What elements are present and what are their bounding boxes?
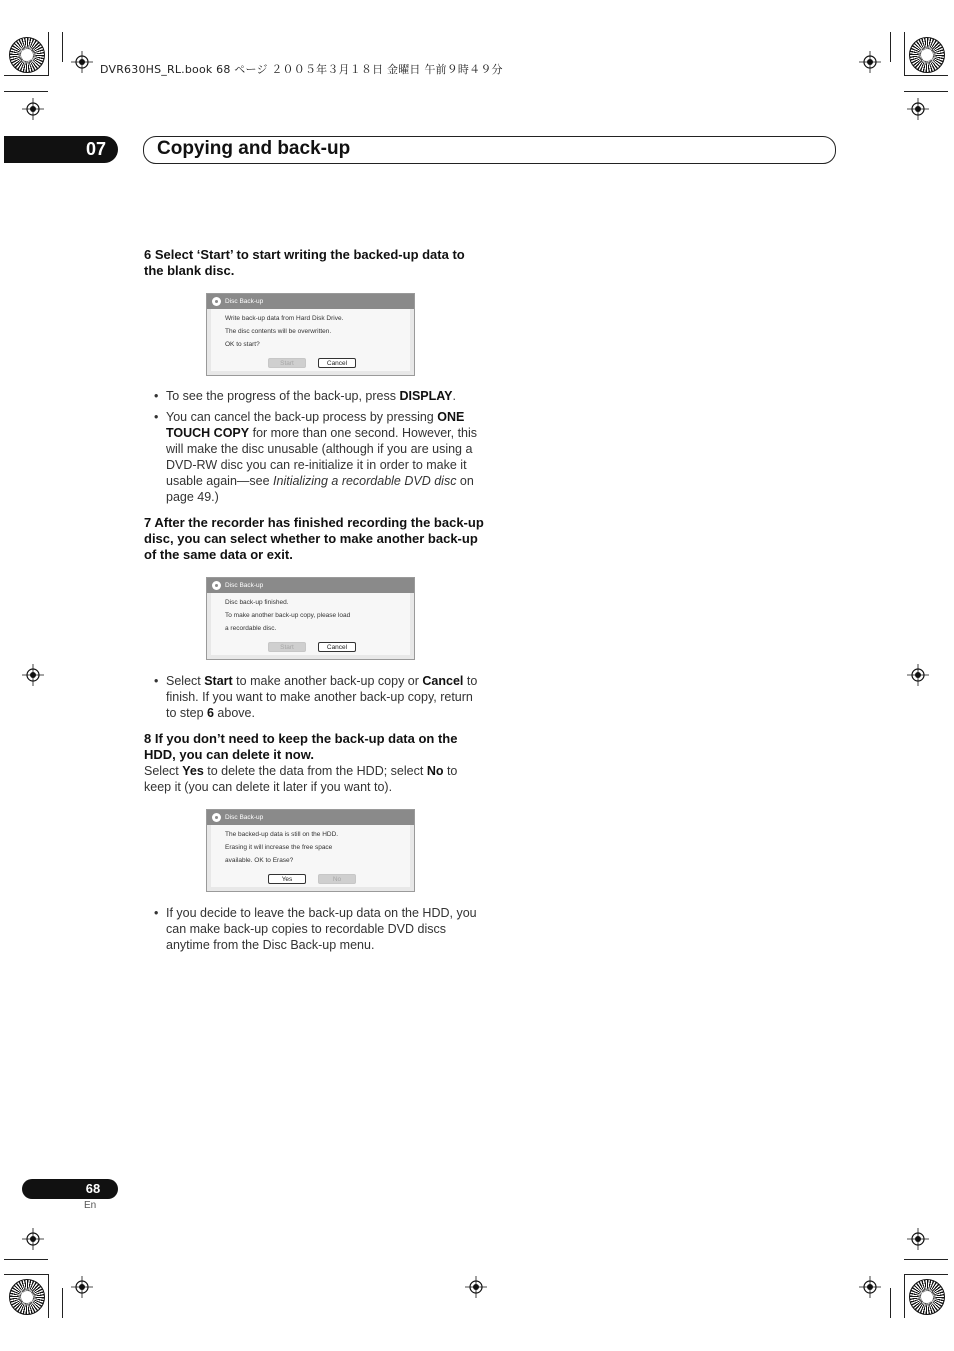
start-button[interactable]: Start (268, 358, 306, 368)
start-button[interactable]: Start (268, 642, 306, 652)
crosshair-icon (22, 1228, 44, 1250)
dialog-title: Disc Back-up (225, 298, 264, 305)
crosshair-icon (907, 98, 929, 120)
crosshair-icon (907, 1228, 929, 1250)
chapter-title: Copying and back-up (157, 138, 351, 159)
disc-backup-dialog-start (206, 293, 415, 376)
cancel-button[interactable]: Cancel (318, 358, 356, 368)
disc-icon (212, 581, 221, 590)
chapter-number: 07 (85, 139, 107, 159)
bullet-cancel: • You can cancel the back-up process by pressing ONE TOUCH COPY for more than one second. However, this will make the disc unusable (although if you are using a DVD-RW disc you can re-initialize it in order to make it usable again—see Initializing a recordable DVD disc on page 49.) (154, 410, 478, 504)
dialog-line: a recordable disc. (225, 625, 277, 632)
crosshair-icon (859, 51, 881, 73)
dialog-line: To make another back-up copy, please load (225, 612, 351, 619)
crosshair-icon (71, 51, 93, 73)
dialog-line: The disc contents will be overwritten. (225, 328, 332, 335)
crosshair-icon (907, 664, 929, 686)
step-6-heading: 6 Select ‘Start’ to start writing the backed-up data to the blank disc. (144, 247, 465, 278)
print-file-info: DVR630HS_RL.book 68 ページ ２００５年３月１８日 金曜日 午前９時４９分 (100, 63, 503, 76)
page-number: 68 (85, 1181, 101, 1196)
registration-wheel-icon (9, 1279, 45, 1315)
registration-wheel-icon (9, 37, 45, 73)
disc-backup-dialog-finished (206, 577, 415, 660)
dialog-line: The backed-up data is still on the HDD. (225, 831, 339, 838)
no-button[interactable]: No (318, 874, 356, 884)
disc-backup-dialog-erase (206, 809, 415, 892)
crosshair-icon (22, 98, 44, 120)
step-7-heading: 7 After the recorder has finished recording the back-up disc, you can select whether to make another back-up of the same data or exit. (144, 515, 484, 562)
dialog-line: Erasing it will increase the free space (225, 844, 333, 851)
registration-wheel-icon (909, 1279, 945, 1315)
disc-icon (212, 297, 221, 306)
disc-icon (212, 813, 221, 822)
registration-wheel-icon (909, 37, 945, 73)
page-language: En (84, 1200, 97, 1211)
dialog-line: available. OK to Erase? (225, 857, 294, 864)
dialog-title: Disc Back-up (225, 814, 264, 821)
step-8-heading: 8 If you don’t need to keep the back-up data on the HDD, you can delete it now. (144, 731, 458, 762)
dialog-line: Disc back-up finished. (225, 599, 289, 606)
dialog-title: Disc Back-up (225, 582, 264, 589)
dialog-line: OK to start? (225, 341, 260, 348)
bullet-start-or-cancel: • Select Start to make another back-up copy or Cancel to finish. If you want to make another back-up copy, return to step 6 above. (154, 674, 478, 720)
crosshair-icon (859, 1276, 881, 1298)
yes-button[interactable]: Yes (268, 874, 306, 884)
bullet-progress: • To see the progress of the back-up, press DISPLAY. (154, 389, 456, 403)
cancel-button[interactable]: Cancel (318, 642, 356, 652)
dialog-line: Write back-up data from Hard Disk Drive. (225, 315, 344, 322)
crosshair-icon (465, 1276, 487, 1298)
crosshair-icon (22, 664, 44, 686)
bullet-leave-data: • If you decide to leave the back-up data on the HDD, you can make back-up copies to recordable DVD discs anytime from the Disc Back-up menu. (154, 906, 477, 952)
crosshair-icon (71, 1276, 93, 1298)
step-8-paragraph: Select Yes to delete the data from the HDD; select No to keep it (you can delete it later if you want to). (144, 764, 458, 794)
